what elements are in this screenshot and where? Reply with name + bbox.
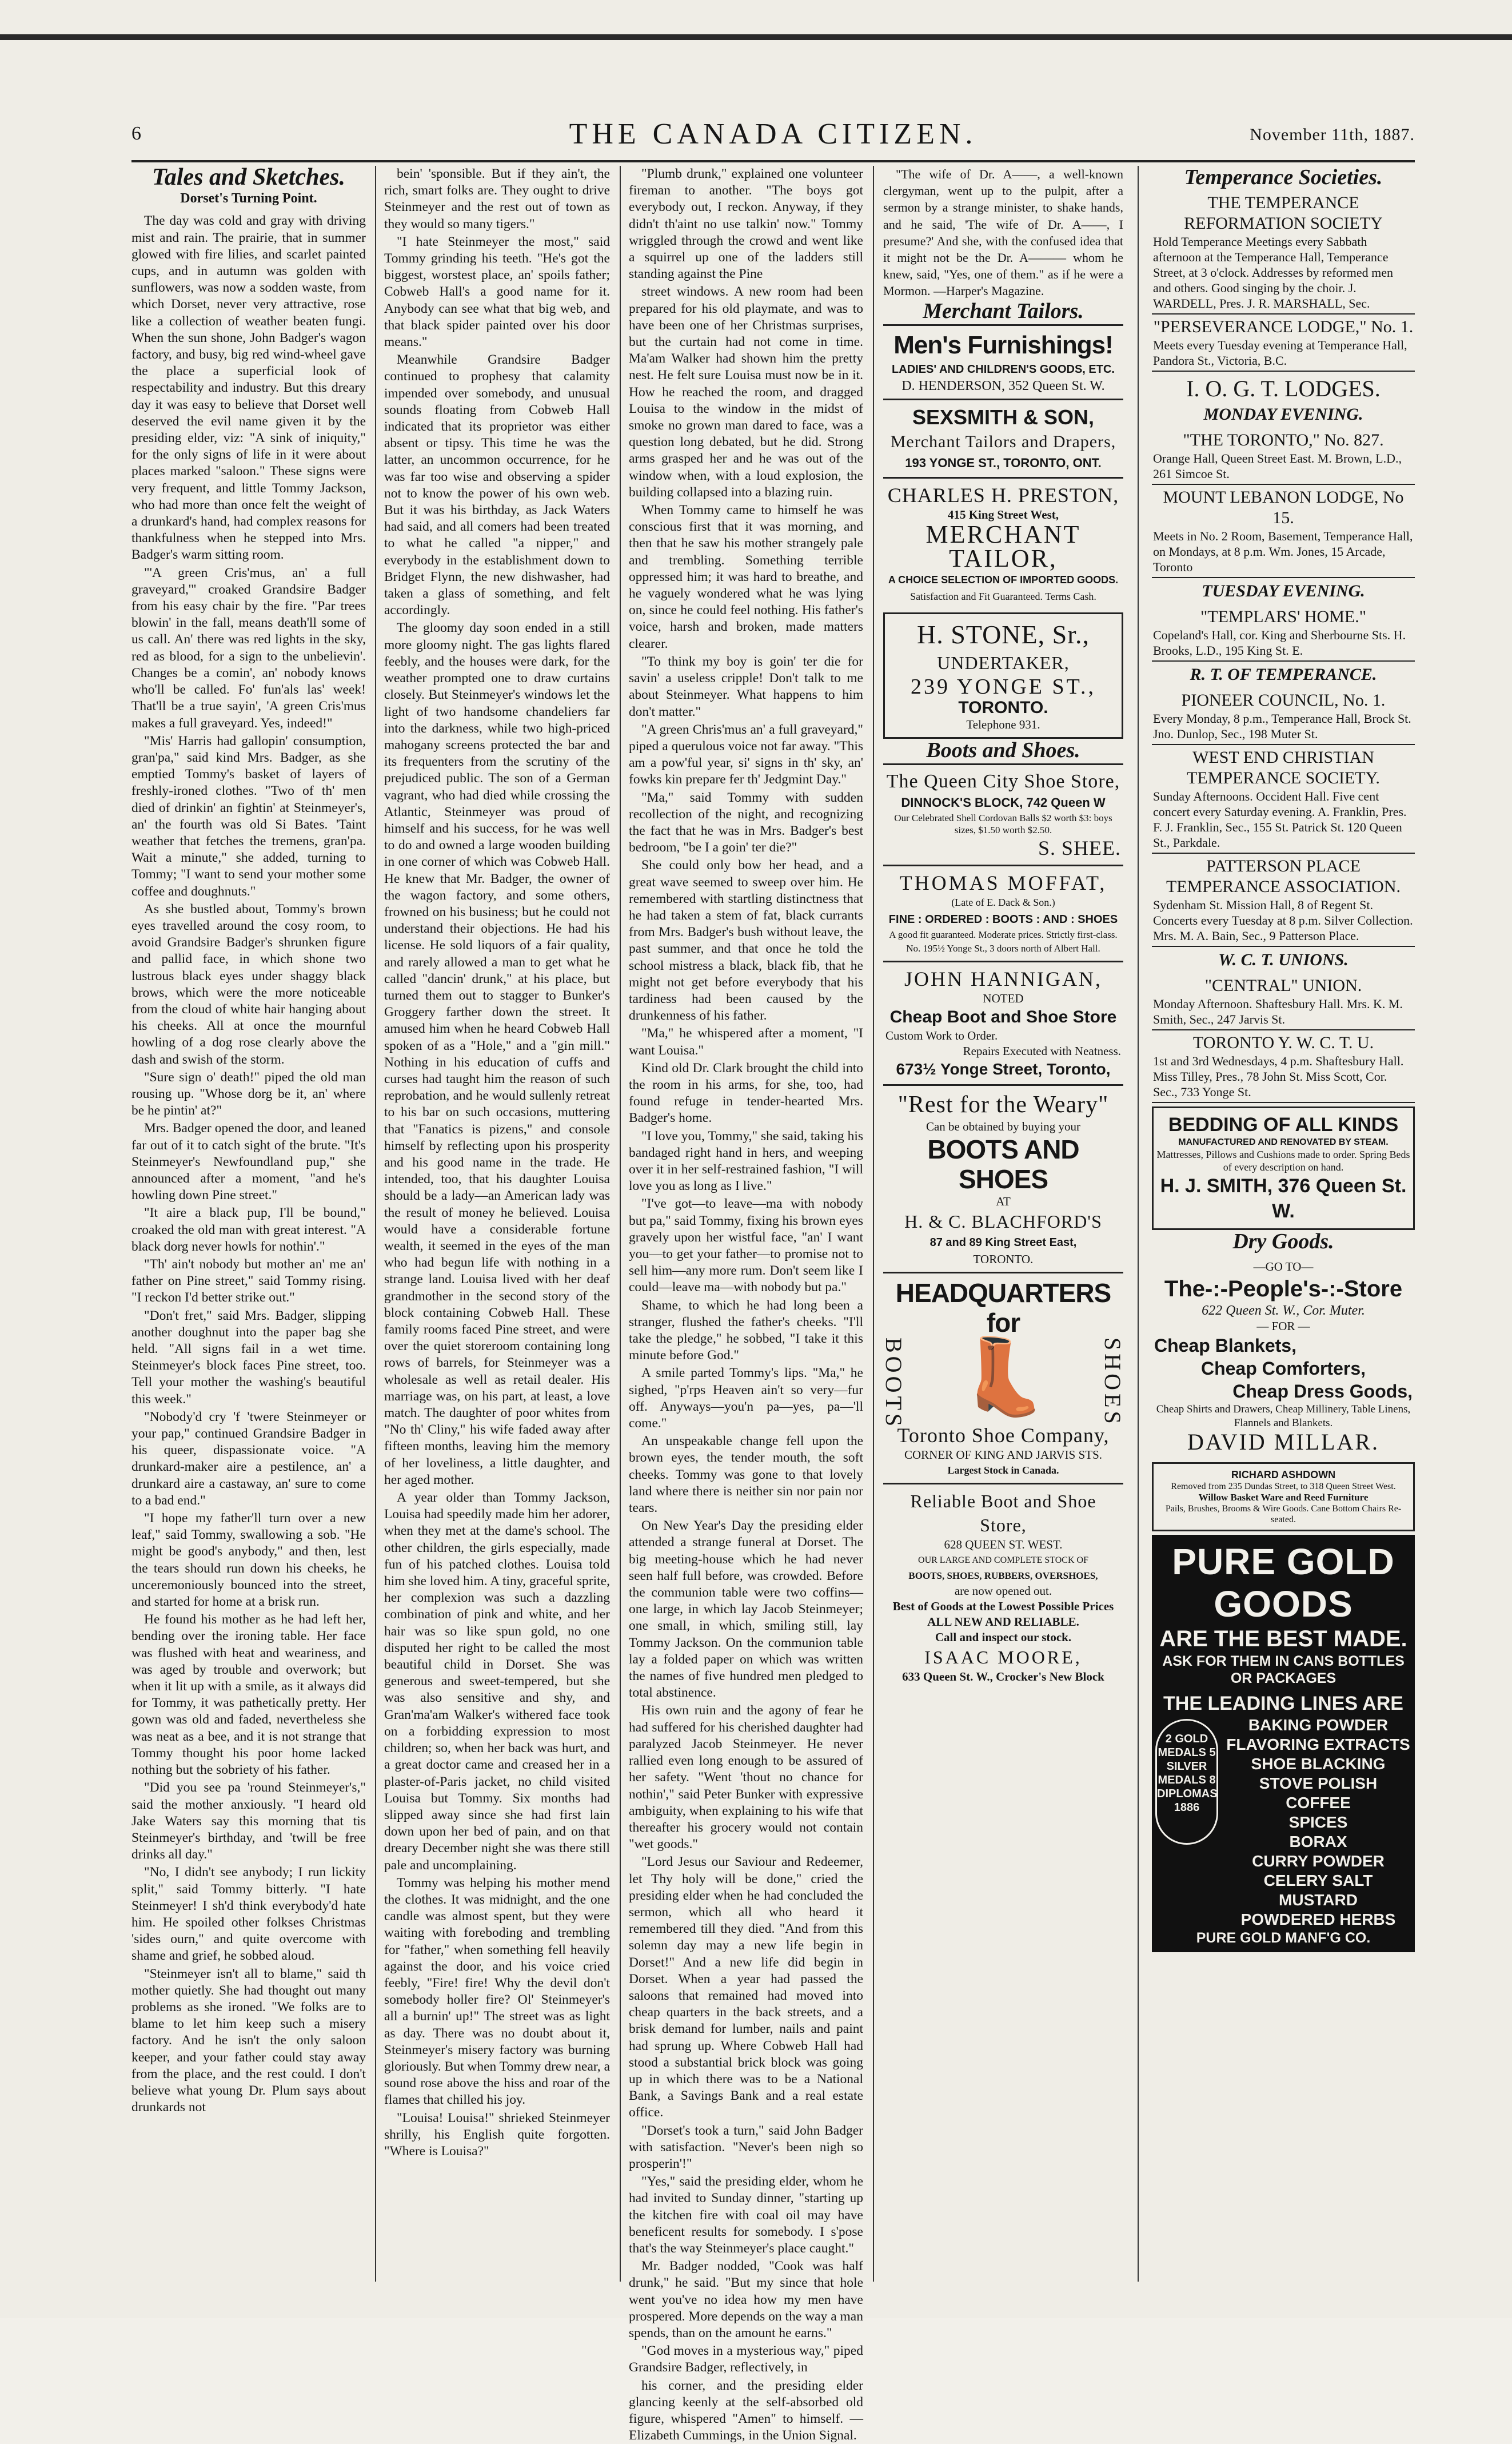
ad-address: DINNOCK'S BLOCK, 742 Queen W (901, 795, 1106, 810)
ad-line: S. SHEE. (1038, 837, 1121, 860)
section-heading: Dry Goods. (1232, 1229, 1334, 1254)
story-paragraph: Meanwhile Grandsire Badger continued to prophesy that calamity impended over somebody, and unusual sounds floating from Cobweb Hall indicated that its proprietor was either absent or tipsy. This time he was the latter, an uncommon occurrence, for he was far too wise and observing a spider not to know the power of his own web. But it was his birthday, as Jack Waters had said, and all comers had been treated to what he called "a nipper," and everybody in the establishment down to Bridget Flynn, the new dishwasher, had taken a glass of something, and felt accordingly. (384, 352, 610, 618)
story-paragraph: Kind old Dr. Clark brought the child into the room in his arms, for she, too, had found refuge in tender-hearted Mrs. Badger's home. (629, 1060, 863, 1126)
ad-title: PURE GOLD GOODS (1172, 1541, 1395, 1625)
ad-line: Our Celebrated Shell Cordovan Balls $2 worth $3: boys sizes, $1.50 worth $2.50. (894, 813, 1112, 836)
story-paragraph: Mrs. Badger opened the door, and leaned far out of it to catch sight of the brute. "It's Steinmeyer's Newfoundland pup," she announced after a moment, "and he's howling down Pine street." (131, 1121, 366, 1203)
story-paragraph: "I hate Steinmeyer the most," said Tommy grinding his teeth. "He's got the biggest, worstest place, an' spoils father; Cobweb Hall's a good name for it. Anybody can see what that big web, and that black spider painted over his door means." (384, 234, 610, 350)
ads-column-4 (881, 166, 1126, 2282)
society-name: THE TEMPERANCE REFORMATION SOCIETY (1184, 193, 1383, 233)
ad-stone-undertaker (883, 612, 1123, 739)
story-paragraph: "Th' ain't nobody but mother an' me an' father on Pine street," said Tommy rising. "I reckon I'd better strike out." (131, 1257, 366, 1305)
ad-mens-furnishings (883, 324, 1123, 399)
ad-line: THE LEADING LINES ARE (1163, 1693, 1403, 1715)
wctu-list (1152, 973, 1415, 1103)
story-paragraph: A year older than Tommy Jackson, Louisa had speedily made him her adorer, when they met at the dame's school. The other children, the girls especially, made fun of his patched clothes. Louisa told him she loved him. A tiny, graceful sprite, her complexion was such a dazzling combination of pink and white, and her hair was so like spun gold, no one disputed her right to be called the most beautiful child in Dorset. She was generous and sweet-tempered, but she was also sensitive and shy, and Gran'ma'am Walker's withered face took on a forbidding expression to most children; so, when her back was hurt, and a great doctor came and creased her in a plaster-of-Paris jacket, no child visited Louisa but Tommy. Six months had slipped away since she had first lain down upon her bed of pain, and on that dreary December night she was there still pale and uncomplaining. (384, 1490, 610, 1873)
ad-title: BEDDING OF ALL KINDS (1168, 1114, 1399, 1136)
society-details: Meets in No. 2 Room, Basement, Temperance Hall, on Mondays, at 8 p.m. Wm. Jones, 15 Arcade, Toronto (1153, 529, 1413, 575)
ad-line: UNDERTAKER, (937, 652, 1070, 673)
day-heading: TUESDAY EVENING. (1202, 582, 1365, 601)
ad-line: — FOR — (1256, 1319, 1310, 1334)
story-paragraph: "Plumb drunk," explained one volunteer fireman to another. "The boys got everybody out, I reckon. Anyway, if they didn't th'aint no use talkin' now." Tommy wriggled through the crowd and went like a squirrel up one of the ladders still standing against the Pine (629, 166, 863, 282)
story-paragraph: "Don't fret," said Mrs. Badger, slipping another doughnut into the paper bag she held. "All signs fail in a wet time. Steinmeyer's block faces Pine street, too. Tell your mother the washing's beautiful this week." (131, 1308, 366, 1407)
product-item: BAKING POWDER (1248, 1716, 1389, 1734)
ad-line: ALL NEW AND RELIABLE. (927, 1615, 1079, 1629)
story-paragraph: An unspeakable change fell upon the brown eyes, the tender mouth, the soft cheeks. Tommy was gone to that lovely land where there is neither sin nor pain nor tears. (629, 1434, 863, 1516)
society-entry (1152, 973, 1415, 1030)
story-paragraph: street windows. A new room had been prepared for his old playmate, and was to have been one of her Christmas surprises, but the curtain had not come in time. Ma'am Walker had shown him the pretty nest. He felt sure Louisa must now be in it. How he reached the room, and dragged Louisa to the window in the midst of smoke no grown man dared to face, was a question long debated, but he did. Strong arms grasped her and he was out of the window when, with a loud explosion, the building collapsed into a blazing ruin. (629, 284, 863, 500)
society-name: "CENTRAL" UNION. (1204, 976, 1362, 996)
section-heading: Boots and Shoes. (926, 738, 1080, 762)
ad-title: "Rest for the Weary" (897, 1092, 1109, 1118)
society-details: Monday Afternoon. Shaftesbury Hall. Mrs. K. M. Smith, Sec., 247 Jarvis St. (1153, 997, 1403, 1027)
story-paragraph: "Did you see pa 'round Steinmeyer's," said the mother anxiously. "I heard old Jake Waters say this morning that tis Steinmeyer's birthday, and 'twill be free drinks all day." (131, 1780, 366, 1862)
ad-line: MERCHANT TAILOR, (925, 520, 1081, 572)
ad-title: HEADQUARTERS for (895, 1278, 1111, 1338)
ad-title: The Queen City Shoe Store, (886, 771, 1120, 793)
ad-line: (Late of E. Dack & Son.) (951, 897, 1055, 909)
product-item: SPICES (1288, 1813, 1348, 1832)
story-column-2 (384, 166, 610, 2282)
section-heading: I. O. G. T. LODGES. (1186, 376, 1381, 402)
ad-line: Removed from 235 Dundas Street, to 318 Queen Street West. (1171, 1482, 1396, 1492)
society-entry (1152, 315, 1415, 372)
products-block (1155, 1715, 1411, 1929)
section-heading: R. T. OF TEMPERANCE. (1190, 665, 1377, 684)
society-name: "TEMPLARS' HOME." (1200, 607, 1366, 627)
product-item: STOVE POLISH (1259, 1774, 1378, 1793)
ad-title: THOMAS MOFFAT, (899, 871, 1107, 895)
story-column-3 (629, 166, 863, 2443)
story-paragraph: "Sure sign o' death!" piped the old man rousing up. "Whose dorg be it, an' where be he pintin' at?" (131, 1069, 366, 1118)
ad-address: D. HENDERSON, 352 Queen St. W. (901, 378, 1105, 393)
ad-line: Satisfaction and Fit Guaranteed. Terms Cash. (910, 590, 1096, 602)
story-paragraph: On New Year's Day the presiding elder attended a strange funeral at Dorset. The big meeting-house which he had never seen half full before, was crowded. Before the communion table were two coffins—one large, in which lay Jacob Steinmeyer; one small, in which, smiling still, lay Tommy Jackson. On the communion table lay a folded paper on which was written the names of five hundred men pledged to total abstinence. (629, 1518, 863, 1701)
ad-line: Cheap Dress Goods, (1232, 1381, 1413, 1402)
ad-line: ISAAC MOORE, (924, 1647, 1082, 1668)
ad-bedding (1152, 1106, 1415, 1230)
wctu-section (1152, 947, 1415, 973)
society-entry (1152, 190, 1415, 315)
product-item: COFFEE (1286, 1794, 1351, 1812)
section-heading: Merchant Tailors. (923, 298, 1084, 323)
society-name: PIONEER COUNCIL, No. 1. (1181, 691, 1386, 710)
story-paragraph: Mr. Badger nodded, "Cook was half drunk," he said. "But my since that hole went you've no idea how my men have prospered. More depends on the way a man spends, than on the amount he earns." (629, 2259, 863, 2340)
society-details: Hold Temperance Meetings every Sabbath afternoon at the Temperance Hall, Temperance Street, at 3 o'clock. Addresses by reformed men and others. Good singing by the choir. J. WARDELL, Pres. J. R. MARSHALL, Sec. (1153, 234, 1394, 311)
ad-line: NOTED (983, 992, 1024, 1006)
newspaper-title: THE CANADA CITIZEN. (569, 118, 978, 150)
story-text (384, 166, 610, 2160)
ad-line: are now opened out. (954, 1584, 1052, 1598)
anecdote: "The wife of Dr. A——, a well-known clergyman, went up to the pulpit, after a sermon by a strange minister, to shake hands, and he said, 'The wife of Dr. A——, I presume?' And she, with the confused idea that it might not be the Dr. A——— whom he knew, said, "Yes, one of them." as if he were a Mormon. —Harper's Magazine. (883, 167, 1123, 298)
product-item: SHOE BLACKING (1251, 1755, 1386, 1773)
ad-queen-city-shoe (883, 763, 1123, 865)
ad-address: 628 QUEEN ST. WEST. (944, 1538, 1063, 1552)
ad-line: FINE : ORDERED : BOOTS : AND : SHOES (888, 913, 1118, 926)
ad-preston (883, 477, 1123, 609)
ad-hannigan (883, 961, 1123, 1084)
story-paragraph: "Ma," he whispered after a moment, "I want Louisa." (629, 1026, 863, 1058)
story-paragraph: "Steinmeyer isn't all to blame," said th mother quietly. She had thought out many problems as she ironed. "We folks are to blame to let him keep such a misery factory. And he isn't the only saloon keeper, and your father could stay away from the place, and the rest could. I don't believe what young Dr. Plum says about drunkards not (131, 1966, 366, 2115)
society-name: "THE TORONTO," No. 827. (1183, 431, 1384, 450)
ad-peoples-store (1152, 1255, 1415, 1459)
column-divider (1138, 166, 1139, 2282)
rtt-section (1152, 662, 1415, 688)
story-paragraph: "Louisa! Louisa!" shrieked Steinmeyer shrilly, his English quite forgotten. "Where is Louisa?" (384, 2110, 610, 2159)
ad-address: 239 YONGE ST., (910, 674, 1096, 699)
ad-title: Men's Furnishings! (893, 331, 1113, 359)
story-paragraph: She could only bow her head, and a great wave seemed to sweep over him. He remembered with startling distinctness that he had taken a stem of fat, black currants from Mrs. Badger's bush without leave, the past summer, and that once he told the school mistress a black, black fib, that he might not get before everybody that his tardiness had been caused by the drunkenness of his father. (629, 858, 863, 1024)
ad-line: BOOTS (881, 1338, 907, 1430)
ad-address: CORNER OF KING AND JARVIS STS. (904, 1448, 1103, 1462)
story-paragraph: When Tommy came to himself he was conscious first that it was morning, and then that he saw his mother strangely pale and trembling. Something terrible oppressed him; it was hard to breathe, and he vaguely wondered what he was lying on, since he could feel nothing. His father's voice, harsh and broken, made matters clearer. (629, 503, 863, 651)
ad-line: ARE THE BEST MADE. (1159, 1626, 1407, 1652)
ad-line: BOOTS, SHOES, RUBBERS, OVERSHOES, (908, 1570, 1098, 1582)
society-name: PATTERSON PLACE TEMPERANCE ASSOCIATION. (1166, 857, 1401, 897)
ad-address: 622 Queen St. W., Cor. Muter. (1202, 1303, 1365, 1319)
product-item: CELERY SALT (1263, 1872, 1373, 1890)
ad-line: Repairs Executed with Neatness. (963, 1044, 1121, 1058)
ad-line: H. & C. BLACHFORD'S (904, 1211, 1102, 1232)
ad-line: A good fit guaranteed. Moderate prices. Strictly first-class. (889, 929, 1118, 941)
society-details: Sunday Afternoons. Occident Hall. Five cent concert every Saturday evening. A. Franklin, Pres. F. J. Franklin, Sec., 155 St. Patrick St. 120 Queen St., Parkdale. (1153, 789, 1407, 850)
ad-address: 87 and 89 King Street East, (929, 1236, 1077, 1249)
ad-line: ASK FOR THEM IN CANS BOTTLES OR PACKAGES (1162, 1653, 1405, 1687)
ad-line: Call and inspect our stock. (935, 1630, 1072, 1645)
ad-address: 415 King Street West, (947, 507, 1059, 522)
story-paragraph: "God moves in a mysterious way," piped Grandsire Badger, reflectively, in (629, 2343, 863, 2375)
society-entry (1152, 485, 1415, 578)
product-item: MUSTARD (1279, 1891, 1358, 1909)
story-paragraph: "Nobody'd cry 'f 'twere Steinmeyer or your pap," continued Grandsire Badger in his queer, dispassionate voice. "A drunkard-maker aire a pestilence, an' a drunkard aire a castaway, an' sure to come to a bad end." (131, 1409, 366, 1508)
ad-line: Can be obtained by buying your (925, 1120, 1081, 1134)
ad-sexsmith (883, 399, 1123, 477)
society-entry (1152, 688, 1415, 745)
society-entry (1152, 428, 1415, 485)
ads-column-5 (1152, 166, 1415, 2282)
story-paragraph: His own ruin and the agony of fear he had suffered for his cherished daughter had paralyzed Jacob Steinmeyer. He never rallied even long enough to be assured of her safety. "Went 'thout no chance for nothin'," said Peter Bunker with expressive ambiguity, when explaining to his wife that thereafter his grocery would not contain "wet goods." (629, 1703, 863, 1852)
story-paragraph: "I've got—to leave—ma with nobody but pa," said Tommy, fixing his brown eyes gravely upon her wistful face, "an' I want you—to get your father—to promise not to sell him—any more rum. Don't seem like I could—leave ma—with nobody but pa." (629, 1196, 863, 1295)
ad-line: Cheap Blankets, (1154, 1335, 1296, 1356)
story-paragraph: "I love you, Tommy," she said, taking his bandaged right hand in hers, and weeping over it in her self-restrained fashion, "I will love you as long as I live." (629, 1128, 863, 1194)
ad-title: Reliable Boot and Shoe Store, (910, 1491, 1096, 1536)
ad-title: JOHN HANNIGAN, (904, 968, 1102, 991)
product-item: CURRY POWDER (1252, 1852, 1385, 1870)
societies-list (1152, 190, 1415, 372)
ad-address: 673½ Yonge Street, Toronto, (896, 1060, 1111, 1078)
society-entry (1152, 854, 1415, 947)
story-paragraph: Tommy was helping his mother mend the clothes. It was midnight, and the one candle was almost spent, but they were waiting with foreboding and trembling for "father," when something fell heavily against the door, and his voice cried feebly, "Fire! fire! Why the devil don't somebody holler fire? Ol' Steinmeyer's all a burnin' up!" The street was as light as day. There was no doubt about it, Steinmeyer's misery factory was burning gloriously. But when Tommy drew near, a sound rose above the hiss and roar of the flames that chilled his joy. (384, 1875, 610, 2108)
story-paragraph: "Dorset's took a turn," said John Badger with satisfaction. "Never's been nigh so prosperin'!" (629, 2123, 863, 2171)
ad-line: AT (996, 1195, 1011, 1209)
society-entry (1152, 1030, 1415, 1103)
masthead (131, 117, 1415, 157)
section-heading: Temperance Societies. (1184, 165, 1383, 189)
society-details: Every Monday, 8 p.m., Temperance Hall, Brock St. Jno. Dunlop, Sec., 198 Muter St. (1153, 711, 1411, 742)
story-text (131, 213, 366, 2116)
story-paragraph: "No, I didn't see anybody; I run lickity split," said Tommy bitterly. "I hate Steinmeyer! I sh'd think everybody'd hate him. He spoiled other folkses Christmas 'sides ourn," and quite overcome with shame and grief, he sobbed aloud. (131, 1865, 366, 1964)
story-paragraph: his corner, and the presiding elder glancing keenly at the self-absorbed old figure, whispered "Amen" to himself. —Elizabeth Cummings, in the Union Signal. (629, 2378, 863, 2443)
ad-pure-gold (1152, 1535, 1415, 1952)
column-divider (873, 166, 874, 2282)
medal-seal: 2 GOLD MEDALS 5 SILVER MEDALS 8 DIPLOMAS 1886 (1155, 1719, 1218, 1845)
tuesday-lodges (1152, 604, 1415, 662)
boot-illustration (881, 1336, 1126, 1430)
story-paragraph: He found his mother as he had left her, bending over the ironing table. Her face was flushed with heat and weariness, and was aged by trouble and overwork; but when it lit up with a smile, as it always did for Tommy, it was pathetically pretty. Her gown was old and faded, nevertheless she was neat as a bee, and it is not strange that Tommy thought his poor home lacked nothing but the sobriety of his father. (131, 1612, 366, 1778)
ad-line: Pails, Brushes, Brooms & Wire Goods. Cane Bottom Chairs Re-seated. (1165, 1504, 1402, 1525)
story-paragraph: "A green Chris'mus an' a full graveyard," piped a querulous voice not far away. "This am a pow'ful year, si' signs in th' sky, an' fowks kin prepare fer th' Jedgmint Day." (629, 722, 863, 787)
monday-lodges (1152, 428, 1415, 578)
story-paragraph: A smile parted Tommy's lips. "Ma," he sighed, "p'rps Heaven ain't so very—fur off. Anyways—you'n pa—yes, pa—'ll come." (629, 1366, 863, 1431)
section-heading: Tales and Sketches. (152, 164, 345, 190)
product-list (1225, 1715, 1411, 1929)
ad-line: Mattresses, Pillows and Cushions made to order. Spring Beds of every description on hand. (1156, 1149, 1410, 1173)
story-paragraph: "It aire a black pup, I'll be bound," croaked the old man with great interest. "A black dorg never howls for nothin'." (131, 1205, 366, 1254)
society-name: MOUNT LEBANON LODGE, No 15. (1163, 488, 1404, 528)
society-details: Orange Hall, Queen Street East. M. Brown, L.D., 261 Simcoe St. (1153, 451, 1402, 481)
ad-line: TORONTO. (973, 1252, 1034, 1267)
day-heading: MONDAY EVENING. (1203, 405, 1363, 424)
story-paragraph: "Lord Jesus our Saviour and Redeemer, let Thy holy will be done," cried the presiding elder when he had concluded the sermon, which all who heard it remembered till they died. "And from this solemn day may a new life begin in Dorset!" And a new life did begin in Dorset. When a year had passed the saloons that remained had moved into cheap quarters in the back streets, and a brisk demand for lumber, nails and paint had sprung up. Where Cobweb Hall had stood a substantial brick block was going up in which there was to be a National Bank, a Savings Bank and a real estate office. (629, 1854, 863, 2120)
ad-line: PURE GOLD MANF'G CO. (1196, 1930, 1371, 1947)
society-details: 1st and 3rd Wednesdays, 4 p.m. Shaftesbury Hall. Miss Tilley, Pres., 78 John St. Miss Scott, Cor. Sec., 733 Yonge St. (1153, 1054, 1404, 1100)
ad-address: No. 195½ Yonge St., 3 doors north of Albert Hall. (906, 943, 1100, 954)
society-entry (1152, 604, 1415, 662)
ad-moffat (883, 865, 1123, 961)
ad-line: TORONTO. (958, 698, 1048, 717)
society-details: Copeland's Hall, cor. King and Sherbourne Sts. H. Brooks, L.D., 195 King St. E. (1153, 628, 1406, 658)
ad-line: Largest Stock in Canada. (947, 1464, 1059, 1476)
society-details: Meets every Tuesday evening at Temperance Hall, Pandora St., Victoria, B.C. (1153, 338, 1407, 368)
column-divider (620, 166, 621, 2282)
ad-phone: Telephone 931. (966, 717, 1040, 731)
ad-blachford (883, 1084, 1123, 1272)
iogt-section (1152, 372, 1415, 428)
ad-line: Toronto Shoe Company, (897, 1424, 1110, 1447)
story-paragraph: The day was cold and gray with driving mist and rain. The prairie, that in summer glowed with fire lilies, and scarlet painted cups, and in autumn was golden with sunflowers, was now a sodden waste, from which Dorset, never very attractive, rose like a collection of weather beaten fungi. When the sun shone, John Badger's wagon factory, and busy, big red wind-wheel gave the place a superficial look of respectability and industry. But this dreary day it was easy to believe that Dorset well deserved the evil name given it by the presiding elder, viz: "A sink of iniquity," for the only signs of life in it were about places marked "saloon." These signs were very frequent, and little Tommy Jackson, who had more than once felt the weight of a drunkard's hand, had complex reasons for thankfulness when he stepped into Mrs. Badger's warm sitting room. (131, 213, 366, 563)
ad-line: Merchant Tailors and Drapers, (890, 432, 1116, 451)
boot-icon: 👢 (957, 1336, 1050, 1419)
ad-line: —GO TO— (1253, 1260, 1314, 1274)
ad-address: 193 YONGE ST., TORONTO, ONT. (905, 455, 1102, 470)
story-paragraph: "Mis' Harris had gallopin' consumption, gran'pa," said kind Mrs. Badger, as she emptied Tommy's basket of layers of freshly-ironed clothes. "Two of th' men died of drinkin' an fightin' at Steinmeyer's, an' the fourth was old Si Bates. 'Taint weather that fetches the tremens, gran'pa. Wait a minute," she added, turning to Tommy; "I want to send your mother some coffee and doughnuts." (131, 733, 366, 899)
ad-line: Best of Goods at the Lowest Possible Prices (892, 1599, 1114, 1614)
story-text (629, 166, 863, 2444)
page-number: 6 (131, 123, 141, 144)
society-details: Sydenham St. Mission Hall, 8 of Regent St. Concerts every Tuesday at 8 p.m. Silver Collection. Mrs. M. A. Bain, Sec., 9 Patterson Place. (1153, 898, 1413, 944)
ad-line: OUR LARGE AND COMPLETE STOCK OF (918, 1555, 1088, 1566)
rtt-list (1152, 688, 1415, 947)
column-divider (375, 166, 376, 2282)
product-item: POWDERED HERBS (1240, 1910, 1396, 1929)
ad-line: SHOES (1100, 1338, 1126, 1427)
product-item: BORAX (1289, 1833, 1347, 1851)
ad-line: DAVID MILLAR. (1187, 1429, 1380, 1455)
ad-line: Cheap Comforters, (1200, 1358, 1366, 1379)
ad-line: MANUFACTURED AND RENOVATED BY STEAM. (1178, 1137, 1389, 1148)
society-name: WEST END CHRISTIAN TEMPERANCE SOCIETY. (1187, 748, 1380, 788)
ad-line: LADIES' AND CHILDREN'S GOODS, ETC. (892, 363, 1115, 376)
story-paragraph: "'A green Cris'mus, an' a full graveyard,'" croaked Grandsire Badger from his easy chair by the fire. "Par trees blowin' in the fall, means death'll some of us call. An' there was red lights in the sky, red as blood, for a sign to the unbelievin'. Changes be a comin', an' nobody knows who'll be called. Fo' fun'als las' week! That'll be a true sayin', 'A green Cris'mus makes a full graveyard. Yes, indeed!" (131, 565, 366, 731)
section-heading: W. C. T. UNIONS. (1218, 950, 1349, 970)
society-entry (1152, 745, 1415, 854)
ad-line: Cheap Shirts and Drawers, Cheap Millinery, Table Linens, Flannels and Blankets. (1156, 1403, 1411, 1430)
story-paragraph: "Ma," said Tommy with sudden recollection of the night, and recognizing the fact that he was in Mrs. Badger's best bedroom, "be I a goin' ter die?" (629, 790, 863, 855)
issue-date: November 11th, 1887. (1250, 125, 1415, 144)
top-border (0, 34, 1512, 40)
ad-line: Willow Basket Ware and Reed Furniture (1198, 1492, 1369, 1503)
story-paragraph: Shame, to which he had long been a stranger, flushed the father's cheeks. "I'll take the pledge," he sobbed, "I take it this minute before God." (629, 1297, 863, 1363)
story-paragraph: "To think my boy is goin' ter die for savin' a useless cripple! Don't talk to me about Steinmeyer. What happens to him don't matter." (629, 654, 863, 719)
ad-line: BOOTS AND SHOES (927, 1135, 1079, 1195)
story-column-1 (131, 166, 366, 2282)
story-paragraph: "I hope my father'll turn over a new leaf," said Tommy, swallowing a sob. "He might be good's anybody," and then, lest the tears should run down his cheeks, he unceremoniously bounced into the street, and started for home at a brisk run. (131, 1511, 366, 1610)
story-paragraph: bein' 'sponsible. But if they ain't, the rich, smart folks are. They ought to drive Steinmeyer and the rest out of town as they would so many tigers." (384, 166, 610, 232)
ad-toronto-shoe (881, 1272, 1126, 1483)
ad-title: RICHARD ASHDOWN (1231, 1469, 1336, 1481)
tuesday-section (1152, 578, 1415, 604)
ad-line: A CHOICE SELECTION OF IMPORTED GOODS. (888, 574, 1119, 586)
ad-title: The-:-People's-:-Store (1164, 1276, 1403, 1302)
product-item: FLAVORING EXTRACTS (1226, 1736, 1410, 1754)
story-paragraph: The gloomy day soon ended in a still more gloomy night. The gas lights flared feebly, and the houses were dark, for the weather prompted one to draw curtains closely. But Steinmeyer's windows let the light of two handsome chandeliers far into the darkness, while two high-priced mahogany screens protected the bar and its frequenters from the scrutiny of the prejudiced public. The son of a German vagrant, who had died while crossing the Atlantic, Steinmeyer was proud of himself and his success, for he was well to do and owned a large wooden building in one corner of which was Cobweb Hall. He knew that Mr. Badger, the owner of the wagon factory, and some others, frowned on his business; but he could not understand their objections. He had his license. He sold liquors of a fair quality, and rarely allowed a man to get what he called "dancin' drunk," at his place, but turned them out to stagger to Bunker's Groggery farther down the street. It amused him when he heard Cobweb Hall spoken of as a "Hole," and a "gin mill." Nothing in his education of cuffs and curses had taught him the reason of such reprobation, and he would sullenly retreat to his bar on such occasions, muttering that "Fanatics is pizens," and console himself by reflecting upon his prosperity and his good name in the trade. He intended, too, that his daughter Louisa should be a lady—an American lady was the result of money he believed. Louisa would have a considerable fortune wealth, it seemed in the eyes of the man who had begun life with nothing in a strange land. Louisa lived with her deaf grandmother in the second story of the block containing Cobweb Hall. These family rooms faced Pine street, and were over the quiet storeroom containing long rows of barrels, for Steinmeyer was a wholesale as well as retail dealer. His marriage was, on his part, at least, a love match. The daughter of poor whites from "No th' Cliny," his wife faded away after fifteen months, leaving him the memory of her loveliness, a little daughter, and her aged mother. (384, 620, 610, 1487)
ad-line: H. J. SMITH, 376 Queen St. W. (1160, 1175, 1407, 1223)
story-paragraph: As she bustled about, Tommy's brown eyes travelled around the cosy room, to avoid Grandsire Badger's shrunken figure and pallid face, in which shone two lustrous black eyes under shaggy black brows, which were the more noticeable from the cloud of white hair hanging about his cheeks. All at once the mournful howling of a dog rose clearly above the dash and swish of the storm. (131, 901, 366, 1067)
ad-line: Custom Work to Order. (885, 1029, 998, 1043)
ad-title: H. STONE, Sr., (917, 619, 1090, 649)
masthead-rule (131, 160, 1415, 162)
ad-isaac-moore (883, 1483, 1123, 1689)
story-title: Dorset's Turning Point. (180, 191, 317, 206)
ad-title: CHARLES H. PRESTON, (887, 483, 1119, 507)
ad-ashdown (1152, 1462, 1415, 1531)
ad-address: 633 Queen St. W., Crocker's New Block (902, 1670, 1104, 1684)
story-paragraph: "Yes," said the presiding elder, whom he had invited to Sunday dinner, "starting up the kitchen fire with coal oil may have beneficent results for somebody. I s'pose that's the way Steinmeyer's place caught." (629, 2174, 863, 2256)
ad-line: Cheap Boot and Shoe Store (889, 1008, 1117, 1027)
ad-title: SEXSMITH & SON, (912, 405, 1095, 429)
society-name: TORONTO Y. W. C. T. U. (1192, 1033, 1374, 1053)
society-name: "PERSEVERANCE LODGE," No. 1. (1153, 317, 1414, 337)
